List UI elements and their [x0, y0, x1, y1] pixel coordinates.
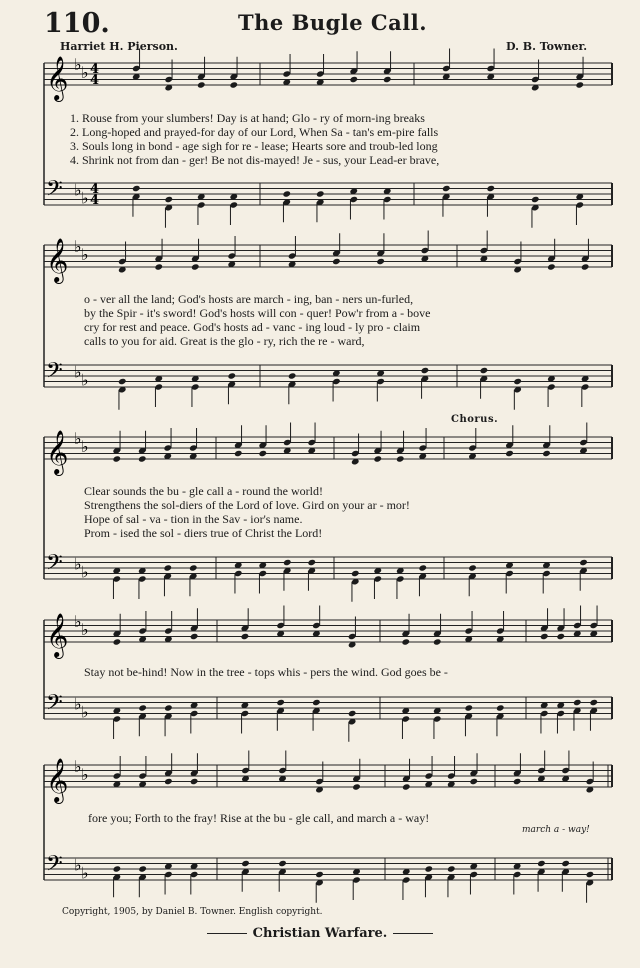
- note-head: [164, 196, 173, 203]
- flat-icon: ♭: [81, 702, 89, 722]
- flat-icon: ♭: [81, 562, 89, 582]
- note-head: [234, 450, 243, 457]
- flat-icon: ♭: [74, 756, 82, 776]
- note-head: [288, 372, 297, 379]
- note-head: [447, 865, 456, 872]
- note-head: [352, 783, 361, 790]
- flat-icon: ♭: [81, 63, 89, 82]
- bass-clef-icon: 𝄢: [46, 851, 63, 882]
- note-head: [315, 871, 324, 878]
- verse-4-line-3: Prom - ised the sol - diers true of Christ the Lord!: [84, 526, 323, 540]
- note-head: [486, 185, 495, 192]
- note-head: [282, 190, 291, 197]
- note-head: [190, 778, 199, 785]
- verse-4-line-1: 4. Shrink not from dan - ger! Be not dis-mayed! Je - sus, your Lead-er brave,: [70, 153, 440, 167]
- verse-1-line-1: 1. Rouse from your slumbers! Day is at hand; Glo - ry of morn-ing breaks: [70, 111, 425, 125]
- note-head: [349, 76, 358, 83]
- note-head: [138, 455, 147, 462]
- time-signature: 4: [90, 193, 100, 208]
- flat-icon: ♭: [81, 765, 89, 784]
- note-head: [383, 76, 392, 83]
- note-head: [586, 871, 595, 878]
- flat-icon: ♭: [74, 236, 82, 256]
- flat-icon: ♭: [81, 245, 89, 264]
- note-head: [547, 263, 556, 270]
- note-head: [573, 699, 582, 706]
- flat-icon: ♭: [74, 180, 82, 200]
- note-head: [312, 699, 321, 706]
- note-head: [401, 638, 410, 645]
- verse-4-line-2: calls to you for aid. Great is the glo - ry, rich the re - ward,: [84, 334, 365, 348]
- note-head: [442, 185, 451, 192]
- flat-icon: ♭: [74, 54, 82, 74]
- verse-2-line-3: Strengthens the sol-diers of the Lord of love. Gird on your ar - mor!: [84, 498, 410, 512]
- footer-rule-left: [207, 933, 247, 934]
- chorus-label: Chorus.: [451, 414, 499, 425]
- note-head: [581, 263, 590, 270]
- flat-icon: ♭: [74, 554, 82, 574]
- verse-2-line-2: by the Spir - it's sword! God's hosts will con - quer! Pow'r from a - bove: [84, 306, 431, 320]
- flat-icon: ♭: [74, 694, 82, 714]
- note-head: [433, 638, 442, 645]
- note-head: [138, 865, 147, 872]
- hymn-title: The Bugle Call.: [238, 10, 428, 35]
- note-head: [348, 710, 357, 717]
- note-head: [542, 450, 551, 457]
- refrain-line-1: Stay not be-hind! Now in the tree - tops whis - pers the wind. God goes be -: [84, 665, 448, 679]
- hymn-number: 110.: [44, 8, 110, 39]
- note-head: [468, 564, 477, 571]
- note-head: [191, 263, 200, 270]
- note-head: [531, 196, 540, 203]
- note-head: [513, 378, 522, 385]
- treble-clef-icon: 𝄞: [46, 613, 69, 657]
- treble-clef-icon: 𝄞: [46, 430, 69, 474]
- note-head: [537, 860, 546, 867]
- note-head: [575, 81, 584, 88]
- verse-1-line-3: Clear sounds the bu - gle call a - round the world!: [84, 484, 323, 498]
- note-head: [113, 638, 122, 645]
- time-signature: 4: [90, 182, 100, 197]
- note-head: [373, 455, 382, 462]
- note-head: [480, 367, 489, 374]
- note-head: [189, 564, 198, 571]
- note-head: [589, 699, 598, 706]
- note-head: [316, 190, 325, 197]
- verse-2-line-1: 2. Long-hoped and prayed-for day of our Lord, When Sa - tan's em-pire falls: [70, 125, 439, 139]
- note-head: [540, 633, 549, 640]
- footer-rule-right: [393, 933, 433, 934]
- note-head: [556, 633, 565, 640]
- footer-text: Christian Warfare.: [252, 926, 388, 941]
- note-head: [464, 704, 473, 711]
- time-signature: 4: [90, 62, 100, 77]
- note-head: [469, 778, 478, 785]
- bass-clef-icon: 𝄢: [46, 176, 63, 207]
- note-head: [118, 378, 127, 385]
- note-head: [418, 564, 427, 571]
- note-head: [396, 455, 405, 462]
- verse-3-line-3: Hope of sal - va - tion in the Sav - ior's name.: [84, 512, 303, 526]
- note-head: [112, 455, 121, 462]
- flat-icon: ♭: [74, 428, 82, 448]
- flat-icon: ♭: [81, 188, 89, 208]
- note-head: [132, 185, 141, 192]
- note-head: [154, 263, 163, 270]
- flat-icon: ♭: [81, 620, 89, 639]
- refrain-line-2: fore you; Forth to the fray! Rise at the bu - gle call, and march a - way!: [88, 811, 430, 825]
- note-head: [561, 860, 570, 867]
- bass-clef-icon: 𝄢: [46, 358, 63, 389]
- note-head: [424, 865, 433, 872]
- flat-icon: ♭: [74, 362, 82, 382]
- flat-icon: ♭: [74, 611, 82, 631]
- lyricist-credit: Harriet H. Pierson.: [60, 40, 178, 53]
- bass-clef-icon: 𝄢: [46, 550, 63, 581]
- note-head: [138, 704, 147, 711]
- verse-3-line-1: 3. Souls long in bond - age sigh for re - lease; Hearts sore and troub-led long: [70, 139, 438, 153]
- verse-3-line-2: cry for rest and peace. God's hosts ad - vanc - ing loud - ly pro - claim: [84, 320, 421, 334]
- note-head: [332, 258, 341, 265]
- treble-clef-icon: 𝄞: [46, 56, 69, 100]
- time-signature: 4: [90, 73, 100, 88]
- note-head: [164, 704, 173, 711]
- note-head: [307, 559, 316, 566]
- verse-1-line-2: o - ver all the land; God's hosts are march - ing, ban - ners un-furled,: [84, 292, 414, 306]
- note-head: [241, 633, 250, 640]
- note-head: [376, 258, 385, 265]
- note-head: [163, 564, 172, 571]
- note-head: [283, 559, 292, 566]
- note-head: [505, 450, 514, 457]
- note-head: [351, 570, 360, 577]
- composer-credit: D. B. Towner.: [506, 40, 588, 53]
- treble-clef-icon: 𝄞: [46, 238, 69, 282]
- note-head: [164, 778, 173, 785]
- note-head: [276, 699, 285, 706]
- treble-clef-icon: 𝄞: [46, 758, 69, 802]
- note-head: [402, 783, 411, 790]
- note-head: [258, 450, 267, 457]
- note-head: [227, 372, 236, 379]
- section-footer: [0, 926, 640, 941]
- note-head: [241, 860, 250, 867]
- note-head: [190, 633, 199, 640]
- note-head: [496, 704, 505, 711]
- note-head: [229, 81, 238, 88]
- note-head: [513, 778, 522, 785]
- flat-icon: ♭: [81, 437, 89, 456]
- copyright-notice: Copyright, 1905, by Daniel B. Towner. English copyright.: [62, 907, 323, 917]
- bass-clef-icon: 𝄢: [46, 690, 63, 721]
- note-head: [579, 559, 588, 566]
- flat-icon: ♭: [74, 855, 82, 875]
- flat-icon: ♭: [81, 370, 89, 390]
- note-head: [113, 865, 122, 872]
- flat-icon: ♭: [81, 863, 89, 883]
- note-head: [197, 81, 206, 88]
- refrain-cue: march a - way!: [522, 825, 590, 835]
- note-head: [421, 367, 430, 374]
- note-head: [278, 860, 287, 867]
